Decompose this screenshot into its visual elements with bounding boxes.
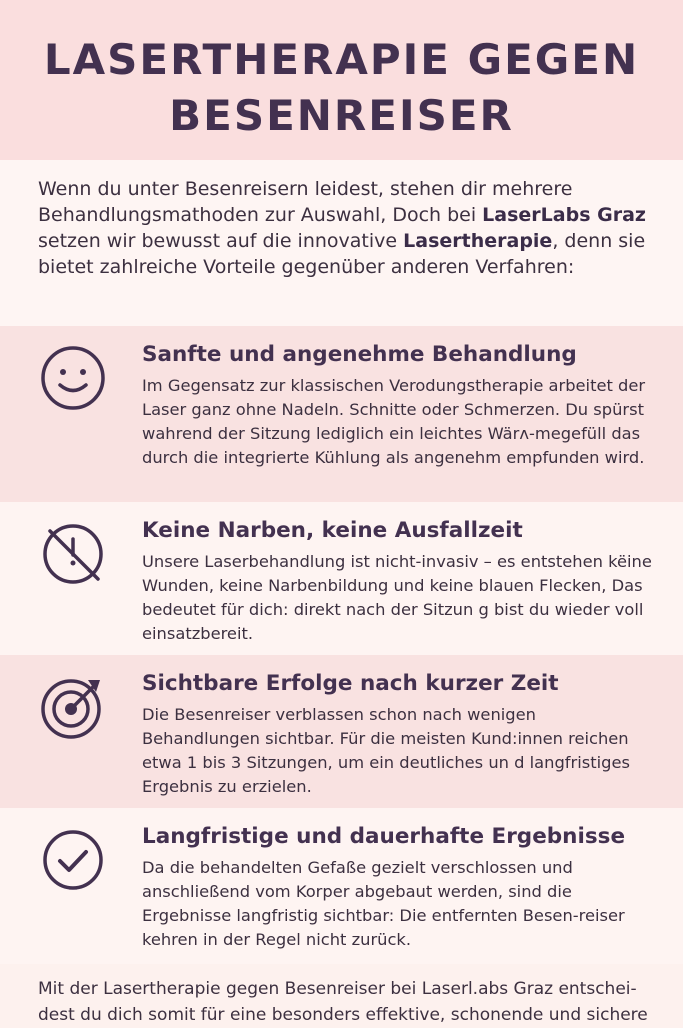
section-text: Im Gegensatz zur klassischen Verodungstherapie arbeitet der Laser ganz ohne Nadeln. Schnitte oder Schmerzen. Du spürst wahrend der Sitzung lediglich ein leichtes Wärʌ-megefüll das durch die integrierte Kühlung als angenehm empfunden wird.: [142, 376, 646, 467]
intro-paragraph: [0, 160, 683, 326]
page-title: LASERTHERAPIE GEGEN BESENREISER: [43, 35, 640, 140]
section-title: Langfristige und dauerhafte Ergebnisse: [142, 824, 626, 849]
intro-highlight: Lasertherapie: [403, 230, 553, 252]
section-text: Da die behandelten Gefaße gezielt verschlossen und anschließend vom Korper abgebaut werden, sind die Ergebnisse langfristig sichtbar: Die entfernten Besen-reiser kehren in der Regel nicht zurück.: [142, 858, 625, 949]
benefit-section-gentle: [0, 326, 683, 502]
intro-text-1: Wenn du unter Besenreisern leidest, stehen dir mehrere Behandlungsmathoden zur Auswahl, Doch bei: [38, 178, 573, 226]
benefit-section-results: [0, 655, 683, 808]
closing-paragraph: Mit der Lasertherapie gegen Besenreiser bei Laserl.abs Graz entschei-dest du dich somit für eine besonders effektive, schonende und sichere: [0, 964, 683, 1028]
smiley-face-icon: [38, 343, 108, 413]
section-text: Unsere Laserbehandlung ist nicht-invasiv – es entstehen këine Wunden, keine Narbenbildung und keine blauen Flecken, Das bedeutet für dich: direkt nach der Sitzun g bist du wieder voll einsatzbereit.: [142, 552, 652, 643]
section-text: Die Besenreiser verblassen schon nach wenigen Behandlungen sichtbar. Für die meisten Kund:innen reichen etwa 1 bis 3 Sitzungen, um ein deutliches un d langfristiges Ergebnis zu erzielen.: [142, 705, 630, 796]
target-icon: [38, 672, 108, 742]
section-title: Keine Narben, keine Ausfallzeit: [142, 518, 523, 543]
intro-brand: LaserLabs Graz: [482, 204, 646, 226]
no-downtime-icon: [38, 519, 108, 589]
checkmark-circle-icon: [38, 825, 108, 895]
benefit-section-no-scars: [0, 502, 683, 655]
section-title: Sichtbare Erfolge nach kurzer Zeit: [142, 671, 559, 696]
intro-text-2: setzen wir bewusst auf die innovative: [38, 230, 404, 252]
header: [0, 0, 683, 160]
benefit-section-longterm: [0, 808, 683, 964]
section-title: Sanfte und angenehme Behandlung: [142, 342, 577, 367]
intro-text-3: , denn sie bietet zahlreiche Vorteile gegenüber anderen Verfahren:: [38, 230, 646, 278]
